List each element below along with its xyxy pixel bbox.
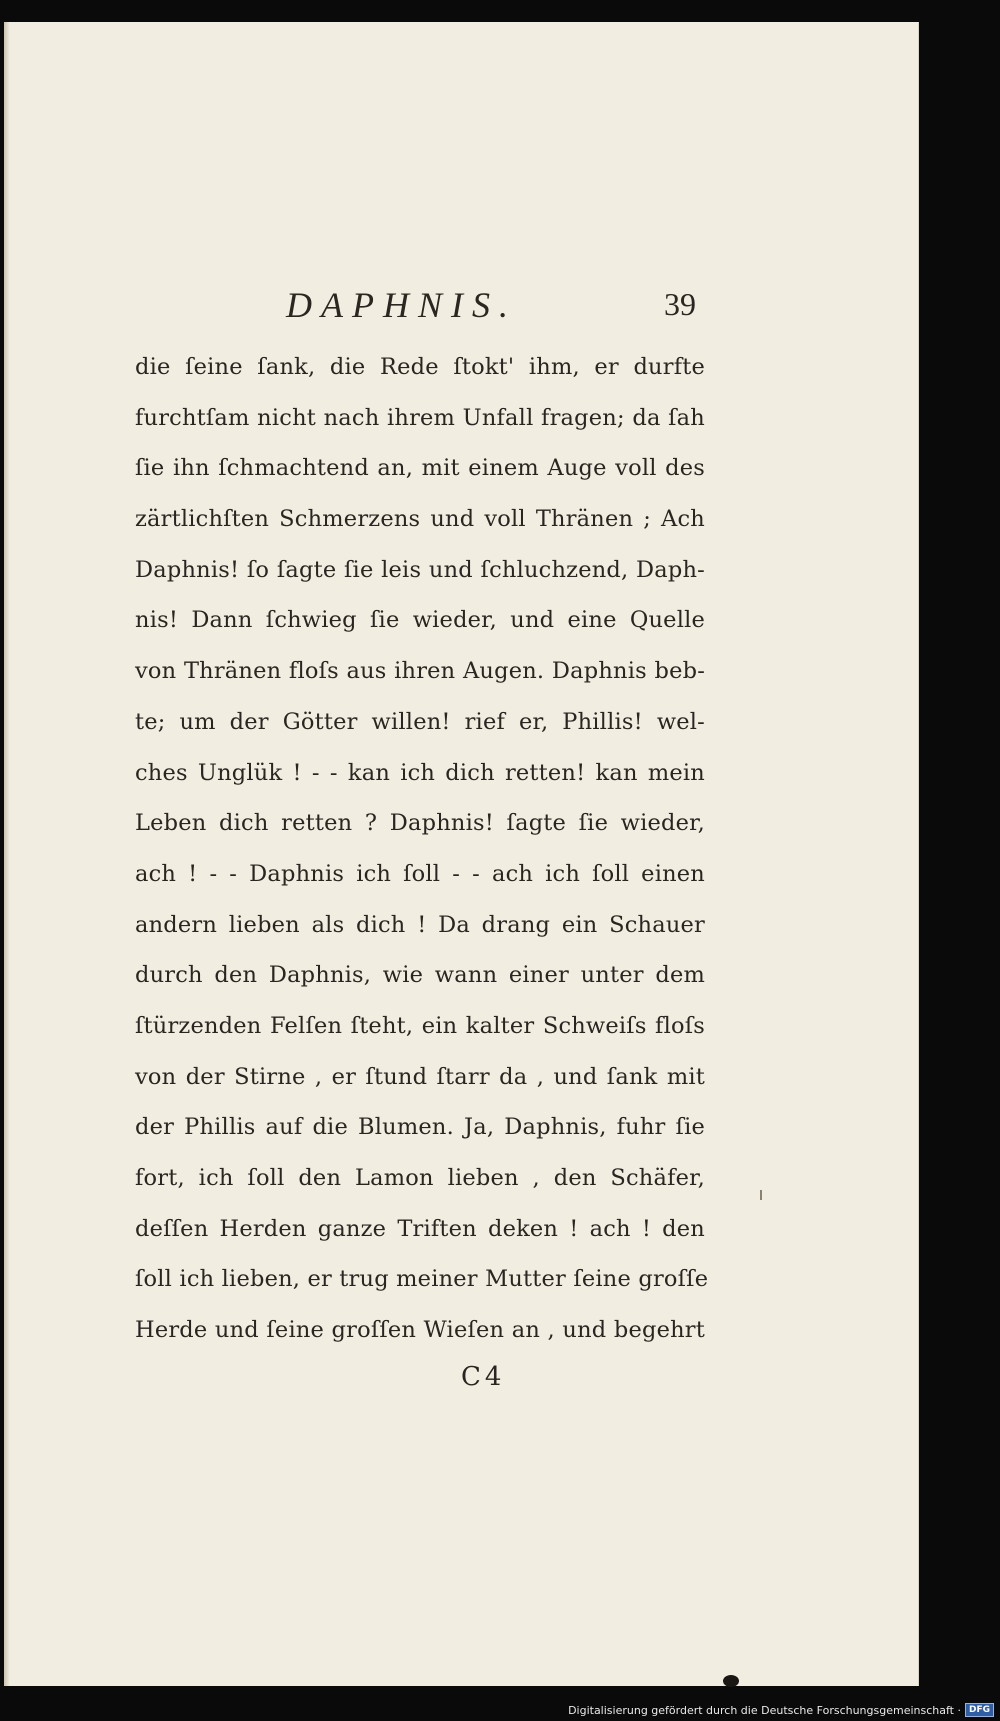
text-line: von Thränen floſs aus ihren Augen. Daphnis beb- <box>135 658 705 685</box>
paper-blemish <box>760 1190 762 1200</box>
text-line: ſoll ich lieben, er trug meiner Mutter ſeine groſſe <box>135 1266 709 1293</box>
text-line: nis! Dann ſchwieg ſie wieder, und eine Quelle <box>135 607 705 634</box>
text-line: furchtſam nicht nach ihrem Unfall fragen; da ſah <box>135 404 705 431</box>
dfg-logo-icon: DFG <box>965 1703 994 1717</box>
text-line: te; um der Götter willen! rief er, Phillis! wel- <box>135 708 705 735</box>
ink-spot <box>723 1675 739 1687</box>
text-line: der Phillis auf die Blumen. Ja, Daphnis, fuhr ſie <box>135 1114 705 1141</box>
signature-mark: C4 <box>461 1362 506 1392</box>
text-line: die ſeine ſank, die Rede ſtokt' ihm, er durfte <box>135 354 705 380</box>
text-line: ſtürzenden Felſen ſteht, ein kalter Schweiſs floſs <box>135 1012 705 1039</box>
text-line: zärtlichſten Schmerzens und voll Thränen ; Ach <box>135 506 705 533</box>
text-line: ach ! - - Daphnis ich ſoll - - ach ich ſoll einen <box>135 860 705 887</box>
text-line: durch den Daphnis, wie wann einer unter dem <box>135 962 705 989</box>
page-number: 39 <box>664 286 696 322</box>
text-line: andern lieben als dich ! Da drang ein Schauer <box>135 911 705 938</box>
text-line: fort, ich ſoll den Lamon lieben , den Schäfer, <box>135 1165 705 1191</box>
text-line: von der Stirne , er ſtund ſtarr da , und ſank mit <box>135 1063 705 1090</box>
body-text <box>135 342 709 1356</box>
text-line: Daphnis! ſo ſagte ſie leis und ſchluchzend, Daph- <box>135 556 705 583</box>
text-line: ches Unglük ! - - kan ich dich retten! kan mein <box>135 759 705 786</box>
digitization-credit <box>568 1703 994 1717</box>
book-page <box>4 22 919 1686</box>
credit-text: Digitalisierung gefördert durch die Deutsche Forschungsgemeinschaft · <box>568 1703 961 1717</box>
text-line: ſie ihn ſchmachtend an, mit einem Auge voll des <box>135 455 705 482</box>
text-line: Leben dich retten ? Daphnis! ſagte ſie wieder, <box>135 810 705 837</box>
page-gutter-shadow <box>4 22 10 1686</box>
text-line: Herde und ſeine groſſen Wieſen an , und begehrt <box>135 1317 705 1344</box>
running-head: DAPHNIS. <box>286 285 517 325</box>
text-line: deſſen Herden ganze Triften deken ! ach ! den <box>135 1215 705 1242</box>
